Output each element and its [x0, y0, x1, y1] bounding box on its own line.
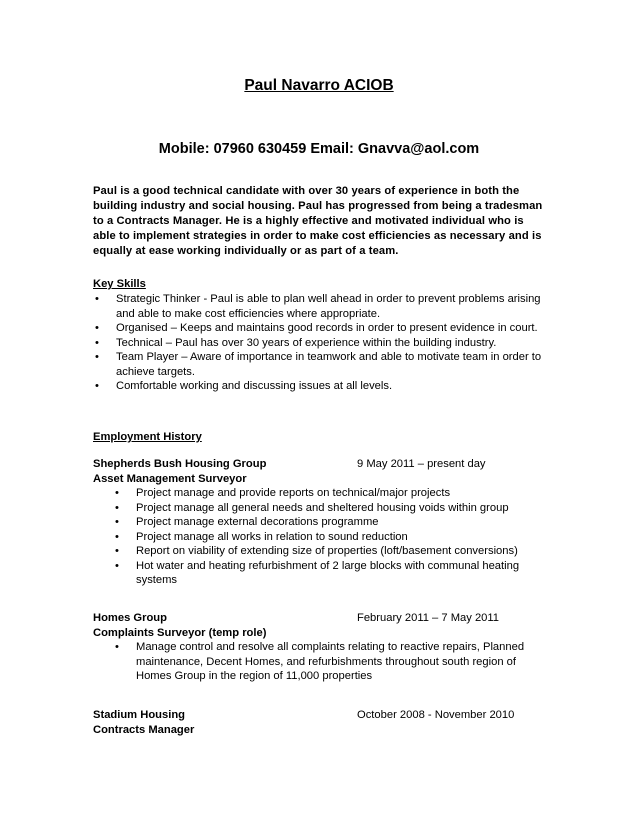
job-entry — [93, 457, 553, 487]
job-entry — [93, 611, 553, 641]
key-skills-list — [93, 292, 553, 394]
job-title: Contracts Manager — [93, 724, 195, 736]
job-company: Shepherds Bush Housing Group — [93, 458, 267, 470]
list-item: • Project manage all general needs and sheltered housing voids within group — [113, 501, 543, 516]
employment-heading: Employment History — [93, 431, 202, 443]
job-dates: October 2008 - November 2010 — [357, 709, 515, 721]
job-duties-list — [113, 640, 543, 684]
job-dates: 9 May 2011 – present day — [357, 458, 486, 470]
list-item: • Project manage all works in relation to sound reduction — [113, 530, 543, 545]
job-company: Stadium Housing — [93, 709, 185, 721]
profile-summary: Paul is a good technical candidate with over 30 years of experience in both the building industry and social housing. Paul has progressed from being a tradesman to a Contracts Manager. He is a highly effective and motivated individual who is able to implement strategies in order to make cost efficiencies as necessary and is equally at ease working individually or as part of a team. — [93, 185, 543, 257]
contact-details: Mobile: 07960 630459 Email: Gnavva@aol.com — [158, 141, 480, 157]
list-item: • Manage control and resolve all complaints relating to reactive repairs, Planned maintenance, Decent Homes, and refurbishments throughout south region of Homes Group in the region of 11,000 properties — [113, 640, 543, 684]
candidate-name: Paul Navarro ACIOB — [244, 77, 394, 94]
list-item: • Project manage external decorations programme — [113, 515, 543, 530]
job-title: Asset Management Surveyor — [93, 473, 247, 485]
list-item: • Comfortable working and discussing issues at all levels. — [93, 379, 553, 394]
list-item: • Strategic Thinker - Paul is able to plan well ahead in order to prevent problems arising and able to make cost efficiencies where appropriate. — [93, 292, 553, 321]
list-item: • Technical – Paul has over 30 years of experience within the building industry. — [93, 336, 553, 351]
job-company: Homes Group — [93, 612, 167, 624]
job-title: Complaints Surveyor (temp role) — [93, 627, 267, 639]
job-entry — [93, 708, 553, 738]
list-item: • Hot water and heating refurbishment of 2 large blocks with communal heating systems — [113, 559, 543, 588]
job-duties-list — [113, 486, 543, 588]
list-item: • Report on viability of extending size of properties (loft/basement conversions) — [113, 544, 543, 559]
list-item: • Organised – Keeps and maintains good records in order to present evidence in court. — [93, 321, 553, 336]
key-skills-heading: Key Skills — [93, 278, 146, 290]
list-item: • Project manage and provide reports on technical/major projects — [113, 486, 543, 501]
job-dates: February 2011 – 7 May 2011 — [357, 612, 499, 624]
list-item: • Team Player – Aware of importance in teamwork and able to motivate team in order to achieve targets. — [93, 350, 553, 379]
